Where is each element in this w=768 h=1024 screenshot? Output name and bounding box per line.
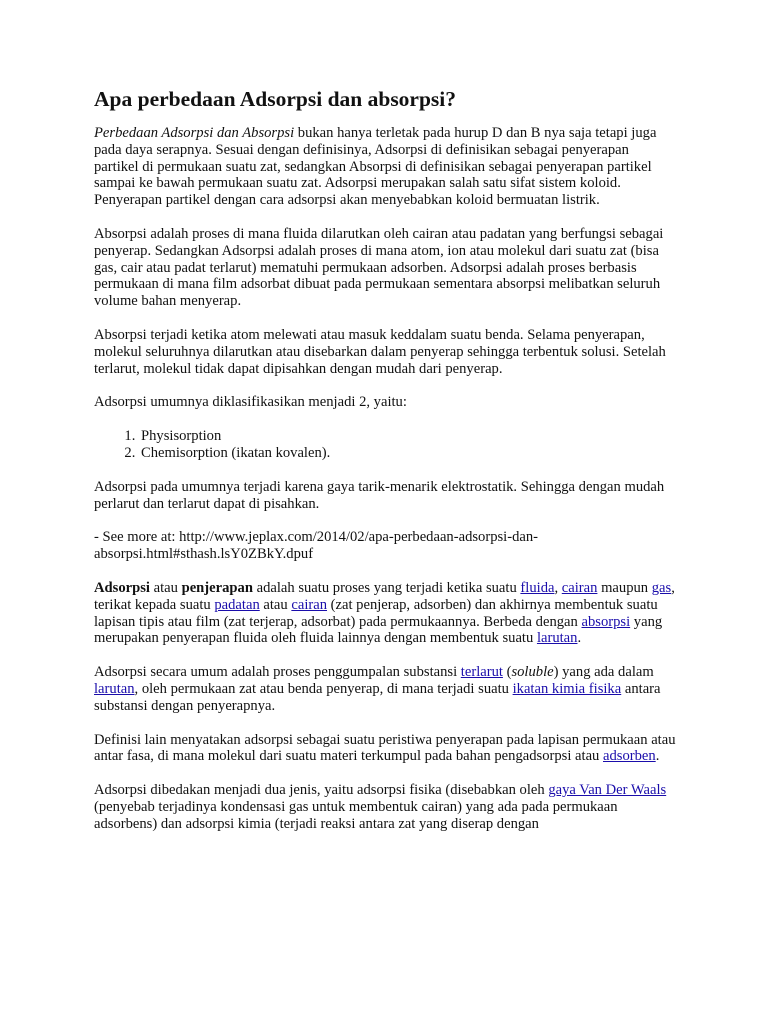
intro-italic-phrase: Perbedaan Adsorpsi dan Absorpsi bbox=[94, 125, 295, 141]
paragraph-classification-intro: Adsorpsi umumnya diklasifikasikan menjadi 2, yaitu: bbox=[94, 394, 407, 411]
paragraph-penggumpalan bbox=[94, 664, 676, 714]
link-terlarut[interactable]: terlarut bbox=[460, 664, 503, 681]
text-segment: (penyebab terjadinya kondensasi gas untuk membentuk cairan) yang ada pada permukaan adsorbens) dan adsorpsi kimia (terjadi reaksi antara zat yang diserap dengan bbox=[94, 798, 618, 832]
link-cairan-2[interactable]: cairan bbox=[291, 596, 328, 613]
text-segment: Definisi lain menyatakan adsorpsi sebagai suatu peristiwa penyerapan pada lapisan permukaan atau antar fasa, di mana molekul dari suatu materi terkumpul pada bahan pengadsorpsi atau bbox=[94, 731, 676, 765]
paragraph-jenis-adsorpsi bbox=[94, 782, 676, 832]
text-segment: yang merupakan penyerapan fluida oleh fluida lainnya dengan membentuk suatu bbox=[94, 613, 663, 647]
paragraph-intro bbox=[94, 125, 676, 209]
link-cairan[interactable]: cairan bbox=[561, 579, 598, 596]
link-padatan[interactable]: padatan bbox=[214, 596, 260, 613]
link-absorpsi[interactable]: absorpsi bbox=[581, 613, 631, 630]
link-fluida[interactable]: fluida bbox=[520, 579, 555, 596]
bold-term-adsorpsi: Adsorpsi bbox=[94, 579, 150, 596]
page-title: Apa perbedaan Adsorpsi dan absorpsi? bbox=[94, 87, 457, 111]
paragraph-electrostatic: Adsorpsi pada umumnya terjadi karena gaya tarik-menarik elektrostatik. Sehingga dengan mudah perlarut dan terlarut dapat di pisahkan. bbox=[94, 478, 665, 512]
text-segment: Adsorpsi secara umum adalah proses penggumpalan substansi bbox=[94, 664, 461, 681]
text-segment: , bbox=[554, 579, 562, 596]
text-segment: ) yang ada dalam bbox=[553, 664, 654, 681]
link-gas[interactable]: gas bbox=[651, 579, 672, 596]
text-segment: adalah suatu proses yang terjadi ketika suatu bbox=[252, 579, 521, 596]
text-segment: , oleh permukaan zat atau benda penyerap, di mana terjadi suatu bbox=[134, 680, 513, 697]
text-segment: (zat penjerap, adsorben) dan akhirnya membentuk suatu lapisan tipis atau film (zat terjerap, adsorbat) pada permukaannya. Berbeda dengan bbox=[94, 596, 658, 630]
bold-term-penjerapan: penjerapan bbox=[181, 579, 253, 596]
classification-list bbox=[94, 428, 676, 462]
text-segment: . bbox=[655, 748, 660, 765]
paragraph-definisi-lain bbox=[94, 732, 676, 766]
link-larutan-2[interactable]: larutan bbox=[94, 680, 135, 697]
link-adsorben[interactable]: adsorben bbox=[603, 748, 656, 765]
link-ikatan-kimia-fisika[interactable]: ikatan kimia fisika bbox=[512, 680, 622, 697]
paragraph-source-link: - See more at: http://www.jeplax.com/2014/02/apa-perbedaan-adsorpsi-dan-absorpsi.html#sthash.lsY0ZBkY.dpuf bbox=[94, 529, 539, 563]
text-segment: Adsorpsi dibedakan menjadi dua jenis, yaitu adsorpsi fisika (disebabkan oleh bbox=[94, 782, 549, 799]
paragraph-absorpsi-process: Absorpsi terjadi ketika atom melewati atau masuk keddalam suatu benda. Selama penyerapan, molekul seluruhnya dilarutkan atau disebarkan dalam penyerap sehingga terbentuk solusi. Setelah terlarut, molekul tidak dapat dipisahkan dengan mudah dari penyerap. bbox=[94, 326, 666, 377]
text-segment: ( bbox=[502, 664, 512, 681]
paragraph-adsorpsi-penjerapan bbox=[94, 580, 676, 647]
paragraph-absorpsi-definition: Absorpsi adalah proses di mana fluida dilarutkan oleh cairan atau padatan yang berfungsi sebagai penyerap. Sedangkan Adsorpsi adalah proses di mana atom, ion atau molekul dari suatu zat (bisa gas, cair atau padat terlarut) mematuhi permukaan adsorben. Adsorpsi adalah proses berbasis permukaan di mana film adsorbat dibuat pada permukaan sementara absorpsi melibatkan seluruh volume bahan menyerap. bbox=[94, 225, 664, 310]
text-segment: atau bbox=[149, 579, 182, 596]
link-gaya-van-der-waals[interactable]: gaya Van Der Waals bbox=[548, 782, 667, 799]
list-item: 1. Physisorption bbox=[139, 428, 676, 445]
text-segment: maupun bbox=[597, 579, 652, 596]
italic-soluble: soluble bbox=[511, 664, 554, 681]
document-page bbox=[94, 86, 676, 850]
list-item: 2. Chemisorption (ikatan kovalen). bbox=[139, 445, 676, 462]
text-segment: , terikat kepada suatu bbox=[94, 579, 675, 613]
text-segment: . bbox=[577, 630, 582, 647]
link-larutan[interactable]: larutan bbox=[536, 630, 578, 647]
intro-text: bukan hanya terletak pada hurup D dan B nya saja tetapi juga pada daya serapnya. Sesuai dengan definisinya, Adsorpsi di definisikan sebagai penyerapan partikel di permukaan suatu zat, sedangkan Absorpsi di definisikan sebagai penyerapan partikel sampai ke bawah permukaan suatu zat. Adsorpsi merupakan salah satu sifat sistem koloid. Penyerapan partikel dengan cara adsorpsi akan menyebabkan koloid bermuatan listrik. bbox=[94, 125, 657, 209]
text-segment: antara substansi dengan penyerapnya. bbox=[94, 680, 661, 714]
text-segment: atau bbox=[259, 596, 292, 613]
